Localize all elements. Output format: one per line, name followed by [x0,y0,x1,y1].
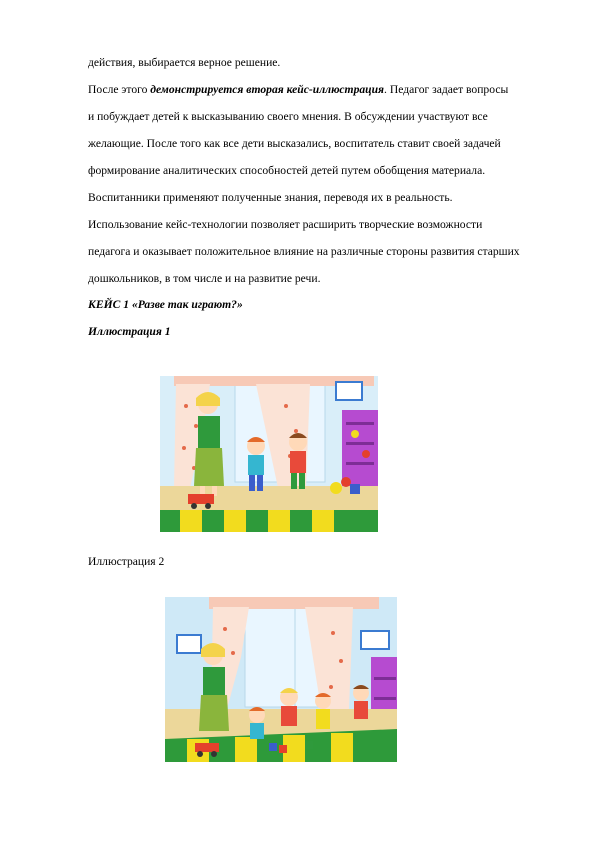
text-line-6: Воспитанники применяют полученные знания, переводя их в реальность. [88,191,453,204]
text-line-3: и побуждает детей к высказыванию своего мнения. В обсуждении участвуют все [88,110,488,123]
emphasis-text: демонстрируется вторая кейс-иллюстрация [150,83,385,96]
text-line-4: желающие. После того как все дети высказались, воспитатель ставит своей задачей [88,137,501,150]
text-line-2: После этого демонстрируется вторая кейс-иллюстрация. Педагог задает вопросы [88,83,509,96]
illustration-1-label: Иллюстрация 1 [88,325,171,338]
text-line-5: формирование аналитических способностей детей путем обобщения материала. [88,164,486,177]
illustration-1-image [160,376,378,532]
text-line-1: действия, выбирается верное решение. [88,56,281,69]
classroom-scene-2 [165,597,397,762]
illustration-2-image [165,597,397,762]
classroom-scene-1 [160,376,378,532]
case-heading: КЕЙС 1 «Разве так играют?» [88,298,243,311]
illustration-2-label: Иллюстрация 2 [88,555,165,568]
text-line-8: педагога и оказывает положительное влияние на различные стороны развития старших [88,245,520,258]
text-line-9: дошкольников, в том числе и на развитие речи. [88,272,321,285]
text-line-7: Использование кейс-технологии позволяет расширить творческие возможности [88,218,483,231]
